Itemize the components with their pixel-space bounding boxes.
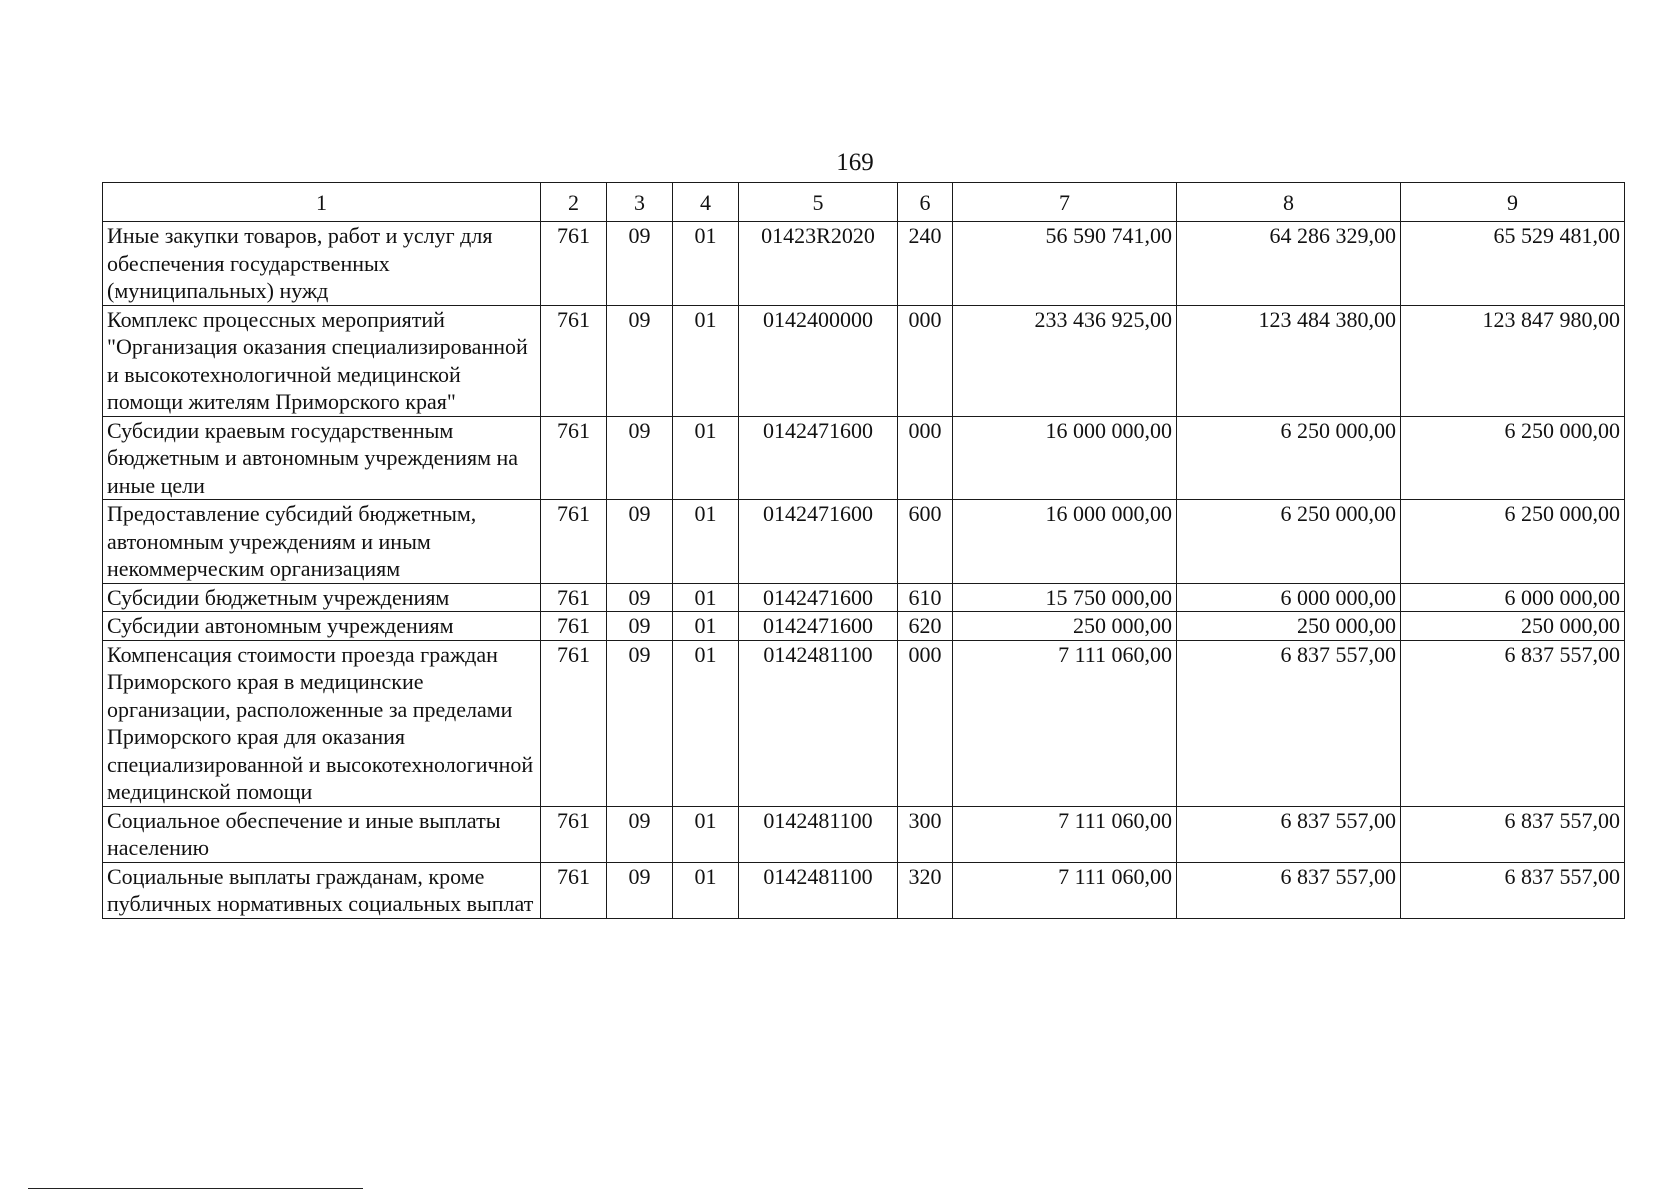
column-header: 4 [673,183,739,222]
row-name-cell: Социальное обеспечение и иные выплаты населению [103,806,541,862]
expense-type-code-cell: 240 [898,222,953,306]
column-header: 5 [739,183,898,222]
amount-cell-col9: 6 250 000,00 [1401,416,1625,500]
table-row [103,305,1625,416]
ministry-code-cell: 761 [541,222,607,306]
amount-cell-col8: 64 286 329,00 [1177,222,1401,306]
amount-cell-col7: 56 590 741,00 [953,222,1177,306]
amount-cell-col8: 6 250 000,00 [1177,500,1401,584]
subsection-code-cell: 01 [673,500,739,584]
header-row [103,183,1625,222]
ministry-code-cell: 761 [541,640,607,806]
amount-cell-col9: 6 837 557,00 [1401,862,1625,918]
subsection-code-cell: 01 [673,416,739,500]
amount-cell-col7: 233 436 925,00 [953,305,1177,416]
amount-cell-col7: 16 000 000,00 [953,500,1177,584]
column-header: 6 [898,183,953,222]
amount-cell-col8: 6 837 557,00 [1177,640,1401,806]
row-name-cell: Субсидии бюджетным учреждениям [103,583,541,612]
subsection-code-cell: 01 [673,583,739,612]
row-name-cell: Субсидии автономным учреждениям [103,612,541,641]
target-item-code-cell: 01423R2020 [739,222,898,306]
page-number: 169 [836,149,874,176]
expense-type-code-cell: 320 [898,862,953,918]
column-header: 9 [1401,183,1625,222]
section-code-cell: 09 [607,862,673,918]
column-header: 2 [541,183,607,222]
subsection-code-cell: 01 [673,612,739,641]
amount-cell-col7: 15 750 000,00 [953,583,1177,612]
subsection-code-cell: 01 [673,862,739,918]
table-row [103,416,1625,500]
ministry-code-cell: 761 [541,806,607,862]
table-row [103,862,1625,918]
table-row [103,612,1625,641]
expense-type-code-cell: 610 [898,583,953,612]
target-item-code-cell: 0142400000 [739,305,898,416]
row-name-cell: Комплекс процессных мероприятий "Организация оказания специализированной и высокотехнологичной медицинской помощи жителям Приморского края" [103,305,541,416]
ministry-code-cell: 761 [541,500,607,584]
amount-cell-col9: 6 837 557,00 [1401,806,1625,862]
amount-cell-col7: 7 111 060,00 [953,806,1177,862]
table-row [103,806,1625,862]
expense-type-code-cell: 000 [898,305,953,416]
subsection-code-cell: 01 [673,806,739,862]
section-code-cell: 09 [607,500,673,584]
amount-cell-col7: 250 000,00 [953,612,1177,641]
amount-cell-col8: 6 250 000,00 [1177,416,1401,500]
amount-cell-col8: 6 000 000,00 [1177,583,1401,612]
column-header: 8 [1177,183,1401,222]
table-row [103,222,1625,306]
budget-table [102,182,1625,919]
ministry-code-cell: 761 [541,416,607,500]
expense-type-code-cell: 000 [898,416,953,500]
section-code-cell: 09 [607,612,673,641]
target-item-code-cell: 0142481100 [739,806,898,862]
table-row [103,640,1625,806]
amount-cell-col9: 6 250 000,00 [1401,500,1625,584]
target-item-code-cell: 0142471600 [739,612,898,641]
subsection-code-cell: 01 [673,222,739,306]
row-name-cell: Предоставление субсидий бюджетным, автономным учреждениям и иным некоммерческим организациям [103,500,541,584]
amount-cell-col7: 16 000 000,00 [953,416,1177,500]
ministry-code-cell: 761 [541,862,607,918]
section-code-cell: 09 [607,806,673,862]
section-code-cell: 09 [607,640,673,806]
amount-cell-col9: 123 847 980,00 [1401,305,1625,416]
expense-type-code-cell: 600 [898,500,953,584]
expense-type-code-cell: 620 [898,612,953,641]
target-item-code-cell: 0142471600 [739,500,898,584]
amount-cell-col8: 123 484 380,00 [1177,305,1401,416]
target-item-code-cell: 0142481100 [739,640,898,806]
section-code-cell: 09 [607,222,673,306]
row-name-cell: Компенсация стоимости проезда граждан Приморского края в медицинские организации, расположенные за пределами Приморского края для оказания специализированной и высокотехнологичной медицинской помощи [103,640,541,806]
target-item-code-cell: 0142481100 [739,862,898,918]
table-row [103,583,1625,612]
expense-type-code-cell: 000 [898,640,953,806]
amount-cell-col7: 7 111 060,00 [953,862,1177,918]
row-name-cell: Субсидии краевым государственным бюджетным и автономным учреждениям на иные цели [103,416,541,500]
amount-cell-col7: 7 111 060,00 [953,640,1177,806]
amount-cell-col9: 6 837 557,00 [1401,640,1625,806]
amount-cell-col9: 65 529 481,00 [1401,222,1625,306]
amount-cell-col8: 6 837 557,00 [1177,806,1401,862]
amount-cell-col8: 6 837 557,00 [1177,862,1401,918]
row-name-cell: Иные закупки товаров, работ и услуг для обеспечения государственных (муниципальных) нужд [103,222,541,306]
column-header: 3 [607,183,673,222]
subsection-code-cell: 01 [673,305,739,416]
ministry-code-cell: 761 [541,583,607,612]
amount-cell-col9: 6 000 000,00 [1401,583,1625,612]
section-code-cell: 09 [607,583,673,612]
footer-rule [28,1188,363,1189]
subsection-code-cell: 01 [673,640,739,806]
target-item-code-cell: 0142471600 [739,416,898,500]
column-header: 1 [103,183,541,222]
row-name-cell: Социальные выплаты гражданам, кроме публичных нормативных социальных выплат [103,862,541,918]
amount-cell-col8: 250 000,00 [1177,612,1401,641]
section-code-cell: 09 [607,305,673,416]
section-code-cell: 09 [607,416,673,500]
table-row [103,500,1625,584]
ministry-code-cell: 761 [541,612,607,641]
target-item-code-cell: 0142471600 [739,583,898,612]
ministry-code-cell: 761 [541,305,607,416]
column-header: 7 [953,183,1177,222]
amount-cell-col9: 250 000,00 [1401,612,1625,641]
expense-type-code-cell: 300 [898,806,953,862]
